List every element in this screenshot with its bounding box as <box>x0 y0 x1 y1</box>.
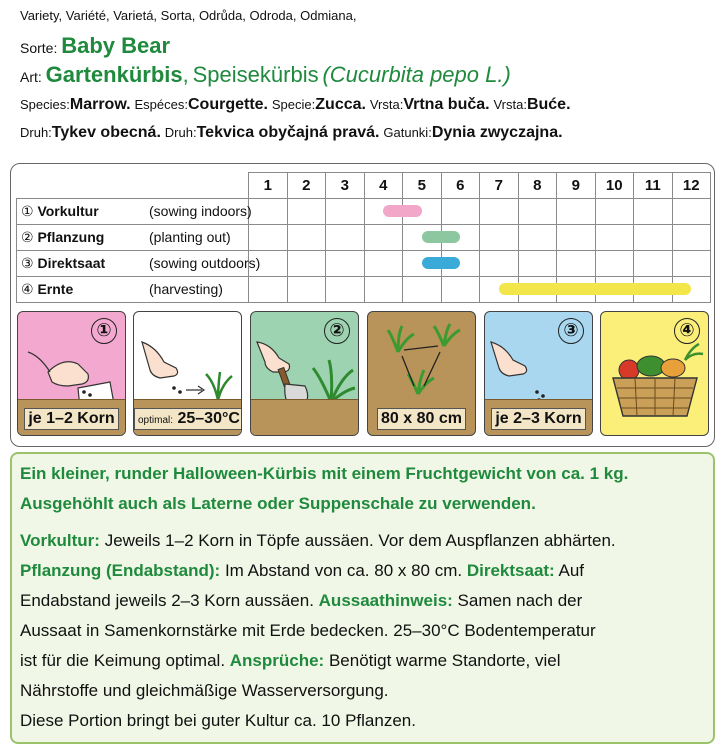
bar-pflanzung <box>422 231 461 243</box>
druh-line <box>20 124 563 142</box>
sorte-line <box>20 33 170 59</box>
row-number-3: ③ <box>21 254 34 271</box>
row-name-vorkultur: Vorkultur <box>37 202 99 219</box>
row-number-4: ④ <box>21 280 34 297</box>
vrsta2-value: Buće. <box>526 96 571 113</box>
sorte-label: Sorte: <box>20 40 58 56</box>
panel-temperature-text: 25–30°C <box>177 410 240 427</box>
panel-seeds-text: je 1–2 Korn <box>24 408 118 430</box>
panel-temperature <box>133 311 242 436</box>
bar-vorkultur <box>383 205 422 217</box>
species-label: Species: <box>20 97 70 112</box>
panel-spacing-text: 80 x 80 cm <box>377 408 466 430</box>
month-11: 11 <box>634 173 673 199</box>
vrsta-value: Vrtna buča. <box>403 96 490 113</box>
row-en-direktsaat: (sowing outdoors) <box>149 254 261 271</box>
gatunki-label: Gatunki: <box>383 125 432 140</box>
calendar-row-direktsaat <box>17 250 711 276</box>
specie-label: Specie: <box>271 97 316 112</box>
row-en-vorkultur: (sowing indoors) <box>149 202 252 219</box>
especes-label: Espéces: <box>134 97 188 112</box>
art-comma: , <box>182 62 189 87</box>
species-value: Marrow. <box>69 96 131 113</box>
calendar-row-vorkultur <box>17 198 711 224</box>
row-name-direktsaat: Direktsaat <box>37 254 106 271</box>
calendar-header-row <box>17 173 711 199</box>
month-4: 4 <box>364 173 403 199</box>
calendar-row-pflanzung <box>17 224 711 250</box>
body-line-2 <box>20 556 710 586</box>
art-line <box>20 62 511 88</box>
art-value: Gartenkürbis <box>45 62 183 87</box>
month-9: 9 <box>557 173 596 199</box>
sorte-value: Baby Bear <box>61 33 171 58</box>
body-line-3 <box>20 586 710 616</box>
art-alt: Speisekürbis <box>192 62 319 87</box>
ansprueche-keyword: Ansprüche: <box>229 651 325 670</box>
pflanzung-text: Im Abstand von ca. 80 x 80 cm. <box>220 561 467 580</box>
month-2: 2 <box>287 173 326 199</box>
direktsaat-text: Auf <box>554 561 585 580</box>
row-number-1: ① <box>21 202 34 219</box>
panel-sowing-indoors <box>17 311 126 436</box>
step-number-2: ② <box>324 318 350 344</box>
intro-line-2: Ausgehöhlt auch als Laterne oder Suppenschale zu verwenden. <box>20 494 536 513</box>
month-12: 12 <box>672 173 711 199</box>
body-line-7: Diese Portion bringt bei guter Kultur ca. 10 Pflanzen. <box>20 711 416 730</box>
art-latin: (Cucurbita pepo L.) <box>322 62 511 87</box>
keimung-text: ist für die Keimung optimal. <box>20 651 230 670</box>
druh-label: Druh: <box>20 125 52 140</box>
step-number-3: ③ <box>558 318 584 344</box>
panel-optimal-label: optimal: <box>138 415 174 426</box>
panel-outdoor-seeds-text: je 2–3 Korn <box>491 408 585 430</box>
description-intro <box>20 459 710 519</box>
month-10: 10 <box>595 173 634 199</box>
body-line-1 <box>20 526 710 556</box>
body-line-5 <box>20 646 710 676</box>
intro-line-1: Ein kleiner, runder Halloween-Kürbis mit einem Fruchtgewicht von ca. 1 kg. <box>20 464 629 483</box>
description-body <box>20 526 710 736</box>
bar-ernte <box>499 283 692 295</box>
druh2-label: Druh: <box>164 125 197 140</box>
row-name-pflanzung: Pflanzung <box>37 228 105 245</box>
especes-value: Courgette. <box>188 96 268 113</box>
endabstand-text: Endabstand jeweils 2–3 Korn aussäen. <box>20 591 319 610</box>
step-number-1: ① <box>91 318 117 344</box>
vorkultur-text: Jeweils 1–2 Korn in Töpfe aussäen. Vor dem Auspflanzen abhärten. <box>99 531 616 550</box>
bar-direktsaat <box>422 257 461 269</box>
aussaat-keyword: Aussaathinweis: <box>318 591 453 610</box>
druh2-value: Tekvica obyčajná pravá. <box>196 124 380 141</box>
vrsta-label: Vrsta: <box>369 97 404 112</box>
soil <box>251 399 358 435</box>
row-name-ernte: Ernte <box>37 280 74 297</box>
panel-harvesting <box>600 311 709 436</box>
art-label: Art: <box>20 69 42 85</box>
row-en-pflanzung: (planting out) <box>149 228 231 245</box>
month-1: 1 <box>249 173 288 199</box>
month-8: 8 <box>518 173 557 199</box>
month-6: 6 <box>441 173 480 199</box>
month-7: 7 <box>480 173 519 199</box>
direktsaat-keyword: Direktsaat: <box>466 561 555 580</box>
month-5: 5 <box>403 173 442 199</box>
ansprueche-text: Benötigt warme Standorte, viel <box>324 651 561 670</box>
pflanzung-keyword: Pflanzung (Endabstand): <box>20 561 221 580</box>
row-number-2: ② <box>21 228 34 245</box>
druh-value: Tykev obecná. <box>51 124 161 141</box>
panel-planting-out <box>250 311 359 436</box>
vorkultur-keyword: Vorkultur: <box>20 531 100 550</box>
row-en-ernte: (harvesting) <box>149 280 223 297</box>
species-line <box>20 96 571 114</box>
variety-line: Variety, Variété, Varietá, Sorta, Odrůda, Odroda, Odmiana, <box>20 8 357 23</box>
specie-value: Zucca. <box>315 96 366 113</box>
month-3: 3 <box>326 173 365 199</box>
gatunki-value: Dynia zwyczajna. <box>431 124 563 141</box>
vrsta2-label: Vrsta: <box>493 97 527 112</box>
panel-spacing <box>367 311 476 436</box>
aussaat-text: Samen nach der <box>452 591 583 610</box>
panel-sowing-outdoors <box>484 311 593 436</box>
step-number-4: ④ <box>674 318 700 344</box>
body-line-4: Aussaat in Samenkornstärke mit Erde bedecken. 25–30°C Bodentemperatur <box>20 621 596 640</box>
calendar-corner <box>17 173 249 199</box>
body-line-6: Nährstoffe und gleichmäßige Wasserversorgung. <box>20 681 389 700</box>
